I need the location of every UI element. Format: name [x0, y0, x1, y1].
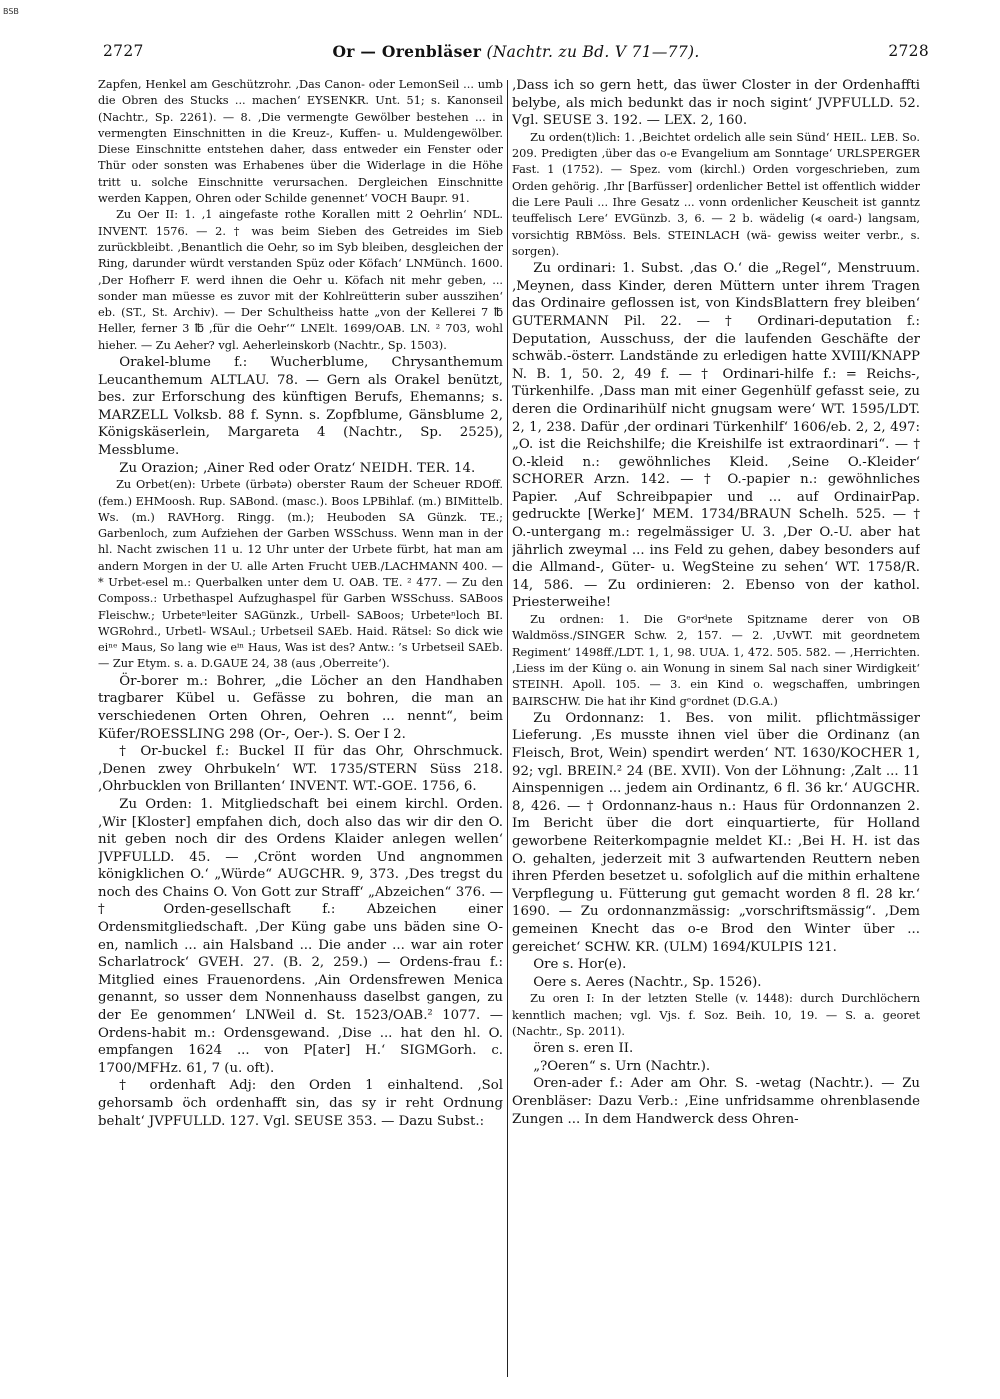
entry-orbet: Zu Orbet(en): Urbete (ürbətə) oberster Raum der Scheuer RDOff. (fem.) EHMoosh. Rup. SABond. (masc.). Boos LPBihlaf. (m.) BIMittelb. Ws. (m.) RAVHorg. Ringg. (m.); Heuboden SA Günzk. TE.; Garbenloch, zum Aufziehen der Garben WSSchuss. Wenn man in der hl. Nacht zwischen 11 u. 12 Uhr unter der Urbete fürbt, hat man am andern Morgen in der U. alle Arten Frucht UEB./LACHMANN 400. — * Urbet-esel m.: Querbalken unter dem U. OAB. TE. ² 477. — Zu den Composs.: Urbethaspel Aufzughaspel für Garben WSSchuss. SABoos Fleischw.; Urbeteⁿleiter SAGünzk., Urbell- SABoos; Urbeteⁿloch BI. WGRohrd., Urbetl- WSAul.; Urbetseil SAEb. Haid. Rätsel: So dick wie eiⁿᵉ Maus, So lang wie eⁱⁿ Haus, Was ist des? Antw.: ’s Urbetseil SAEb. — Zur Etym. s. a. D.GAUE 24, 38 (aus ‚Oberreite‘).: [98, 478, 503, 671]
page-number-right: 2728: [888, 42, 929, 60]
entry-ordentlich: Zu orden(t)lich: 1. ‚Beichtet ordelich alle sein Sünd‘ HEIL. LEB. So. 209. Predigten ‚über das o-e Evangelium am Sonntage‘ URLSPERGER Fast. 1 (1752). — Spez. vom (kirchl.) Orden vorgeschrieben, zum Orden gehörig. ‚Ihr [Barfüsser] ordenlicher Bettel ist offentlich widder die Lere Pauli ... Ihre Gesatz ... vonn ordenlicher Keuscheit ist ganntz teuffelisch Lere‘ EVGünzb. 3, 6. — 2 b. wädelig (⪡ oard-) langsam, vorsichtig RBMöss. Bels. STEINLACH (wä- gewiss weiter verbr., s. sorgen).: [512, 130, 920, 258]
entry-oeren-urn: „?Oeren“ s. Urn (Nachtr.).: [533, 1058, 711, 1074]
entry-continuation-kanonseil: Zapfen, Henkel am Geschützrohr. ‚Das Canon- oder LemonSeil ... umb die Obren des Stucks ... machen‘ EYSENKR. Unt. 51; s. Kanonseil (Nachtr., Sp. 2261). — 8. ‚Die vermengte Gewölber bestehen ... in vermengten Einschnitten in die Kreuz-, Kuffen- u. Muldengewölber. Diese Einschnitte entstehen daher, dass entweder ein Fenster oder Thür oder sonsten was Erhabenes über die Widerlage in die Höhe tritt u. solche Einschnitte verursachen. Dergleichen Einschnitte werden Kappen, Ohren oder Schilde genennet‘ VOCH Baupr. 91.: [98, 78, 503, 206]
page-number-left: 2727: [103, 42, 144, 60]
entry-oren-ader: Oren-ader f.: Ader am Ohr. S. -wetag (Nachtr.). — Zu Orenbläser: Dazu Verb.: ‚Eine unfridsamme ohrenblasende Zungen ... In dem Handwerck dess Ohren-: [512, 1076, 920, 1127]
column-divider: [507, 80, 508, 1377]
entry-ordenhaft: † ordenhaft Adj: den Orden 1 einhaltend. ‚Sol gehorsamb öch ordenhafft sin, das sy ir reht Ordnung behalt‘ JVPFULLD. 127. Vgl. SEUSE 353. — Dazu Subst.:: [98, 1078, 503, 1129]
entry-orakel-blume: Orakel-blume f.: Wucherblume, Chrysanthemum Leucanthemum ALTLAU. 78. — Gern als Orakel benützt, bes. zur Erforschung des künftigen Berufs, Ehemanns; s. MARZELL Volksb. 88 f. Synn. s. Zopfblume, Gänsblume 2, Königskäserlein, Margareta 4 (Nachtr., Sp. 2525), Messblume.: [98, 355, 503, 459]
running-title: [103, 42, 929, 61]
entry-oer-ii: Zu Oer II: 1. ‚1 aingefaste rothe Korallen mitt 2 Oehrlin‘ NDL. INVENT. 1576. — 2. † was beim Sieben des Getreides im Sieb zurückbleibt. ‚Benantlich die Oehr, so im Syb bleiben, desgleichen der Ring, darunder würdt verstanden Spüz oder Köfach‘ LNMünch. 1600. ‚Der Hofherr F. werd ihnen die Oehr u. Köfach nit mehr geben, ... sonder man müesse es zuvor mit der Kohlreütterin suber ausszihen‘ eb. (ST., St. Archiv). — Der Schultheiss hatte „von der Kellerei 7 ℔ Heller, ferner 3 ℔ ‚für die Oehr‘“ LNElt. 1699/OAB. LN. ² 703, wohl hieher. — Zu Aeher? vgl. Aeherleinskorb (Nachtr., Sp. 1503).: [98, 208, 503, 352]
library-stamp: BSB: [3, 7, 19, 16]
running-title-headwords: Or — Orenbläser: [332, 42, 482, 61]
page-header: [103, 42, 929, 66]
entry-ordnen: Zu ordnen: 1. Die Gᵉorᵈnete Spitzname derer von OB Waldmöss./SINGER Schw. 2, 157. — 2. ‚UvWT. mit geordnetem Regiment‘ 1498ff./LDT. 1, 1, 98. UUA. 1, 472. 505. 582. — ‚Herrichten. ‚Liess im der Küng o. ain Wonung in sinem Sal nach siner Wirdigkeit‘ STEINH. Apoll. 105. — 3. ein Kind o. wegschaffen, umbringen BAIRSCHW. Die hat ihr Kind gᵉordnet (D.G.A.): [512, 613, 920, 708]
right-column: [512, 77, 920, 1382]
entry-continuation-ordenhaffti: ‚Dass ich so gern hett, das üwer Closter in der Ordenhaffti belybe, als mich bedunkt das ir noch sigint‘ JVPFULLD. 52. Vgl. SEUSE 3. 192. — LEX. 2, 160.: [512, 78, 920, 129]
entry-orden: Zu Orden: 1. Mitgliedschaft bei einem kirchl. Orden. ‚Wir [Kloster] empfahen dich, doch also das wir dir den O. nit geben noch dir des Ordens Klaider anlegen wellen‘ JVPFULLD. 45. — ‚Crönt worden Und angnommen königklichen O.‘ „Würde“ AUGCHR. 9, 373. ‚Des tregst du noch des Chains O. Von Gott zur Straff‘ „Abzeichen“ 376. — † Orden-gesellschaft f.: Abzeichen einer Ordensmitgliedschaft. ‚Der Küng gabe uns bäden sine O-en, namlich ... ain Halsband ... Die ander ... war ain roter Scharlatrock‘ GVEH. 27. (B. 2, 259.) — Ordens-frau f.: Mitglied eines Frauenordens. ‚Ain Ordensfrewen Menica genannt, so usser dem Nonnenhauss daselbst gangen, zu der Ee genommen‘ LNWeil d. St. 1523/OAB.² 1077. — Ordens-habit m.: Ordensgewand. ‚Dise ... hat den hl. O. empfangen 1624 ... von P[ater] H.‘ SIGMGorh. c. 1700/MFHz. 61, 7 (u. oft).: [98, 796, 503, 1076]
entry-ordinari: Zu ordinari: 1. Subst. ‚das O.‘ die „Regel“, Menstruum. ‚Meynen, dass Kinder, deren Müttern unter ihrem Tragen das Ordinaire geflossen ist, von KindsBlattern frey bleiben‘ GUTERMANN Pil. 22. — † Ordinari-deputation f.: Deputation, Ausschuss, der die laufenden Geschäfte der schwäb.-österr. Landstände zu erledigen hatte XVIII/KNAPP N. B. 1, 50. 2, 49 f. — † Ordinari-hilfe f.: = Reichs-, Türkenhilfe. ‚Dass man mit einer Gegenhülf gefasst seie, zu deren die Ordinarihülf nicht gnugsam were‘ WT. 1595/LDT. 2, 1, 238. Dafür ‚der ordinari Türkenhilf‘ 1606/eb. 2, 2, 497: „O. ist die Reichshilfe; die Kreishilfe ist extraordinari“. — † O.-kleid n.: gewöhnliches Kleid. ‚Seine O.-Kleider‘ SCHORER Arzn. 142. — † O.-papier n.: gewöhnliches Papier. ‚Auf Schreibpapier und ... auf OrdinairPap. gedruckte [Werke]‘ MEM. 1734/BRAUN Schelh. 525. — † O.-untergang m.: regelmässiger U. 3. ‚Der O.-U. aber hat jährlich zweymal ... ins Feld zu gehen, dabey besonders auf die Allmand-, Güter- u. WegSteine zu sehen‘ WT. 1758/R. 14, 586. — Zu ordinieren: 2. Ebenso von der kathol. Priesterweihe!: [512, 261, 920, 611]
entry-oeren: ören s. eren II.: [533, 1041, 634, 1057]
entry-oren-i: Zu oren I: In der letzten Stelle (v. 1448): durch Durchlöchern kenntlich machen; vgl. Vjs. f. Soz. Beih. 10, 19. — S. a. georet (Nachtr., Sp. 2011).: [512, 992, 920, 1038]
entry-orazion: Zu Orazion; ‚Ainer Red oder Oratz‘ NEIDH. TER. 14.: [119, 460, 476, 476]
left-column: [98, 77, 503, 1382]
entry-ore: Ore s. Hor(e).: [533, 957, 627, 973]
running-title-reference: (Nachtr. zu Bd. V 71—77).: [486, 43, 700, 61]
entry-ordonnanz: Zu Ordonnanz: 1. Bes. von milit. pflichtmässiger Lieferung. ‚Es musste ihnen viel über die Ordinanz (an Fleisch, Brot, Wein) spendirt werden‘ NT. 1630/KOCHER 1, 92; vgl. BREIN.² 24 (BE. XVII). Von der Löhnung: ‚Zalt ... 11 Ainspennigen ... jedem ain Ordinantz, 6 fl. 36 kr.‘ AUGCHR. 8, 426. — † Ordonnanz-haus n.: Haus für Ordonnanzen 2. Im Bericht über die dort einquartierte, für Holland geworbene Reiterkompagnie meldet KI.: ‚Bei H. H. ist das O. gehalten, jederzeit mit 3 aufwartenden Reuttern neben ihren Pferden besetzet u. sofolglich auf die mithin erhaltene Verpflegung u. Fütterung gut gemacht worden 8 fl. 28 kr.‘ 1690. — Zu ordonnanzmässig: „vorschriftsmässig“. ‚Dem gemeinen Knecht das o-e Brod den Winter über ... gereichet‘ SCHW. KR. (ULM) 1694/KULPIS 121.: [512, 710, 920, 955]
entry-or-buckel: † Or-buckel f.: Buckel II für das Ohr, Ohrschmuck. ‚Denen zwey Ohrbukeln‘ WT. 1735/STERN Süss 218. ‚Ohrbucklen von Brillanten‘ INVENT. WT.-GOE. 1756, 6.: [98, 744, 503, 795]
entry-or-borer: Ör-borer m.: Bohrer, „die Löcher an den Handhaben tragbarer Kübel u. Gefässe zu bohren, die man an verschiedenen Orten Ohren, Oehren ... nennt“, beim Küfer/ROESSLING 298 (Or-, Oer-). S. Oer I 2.: [98, 673, 503, 742]
entry-oere: Oere s. Aeres (Nachtr., Sp. 1526).: [533, 974, 762, 990]
